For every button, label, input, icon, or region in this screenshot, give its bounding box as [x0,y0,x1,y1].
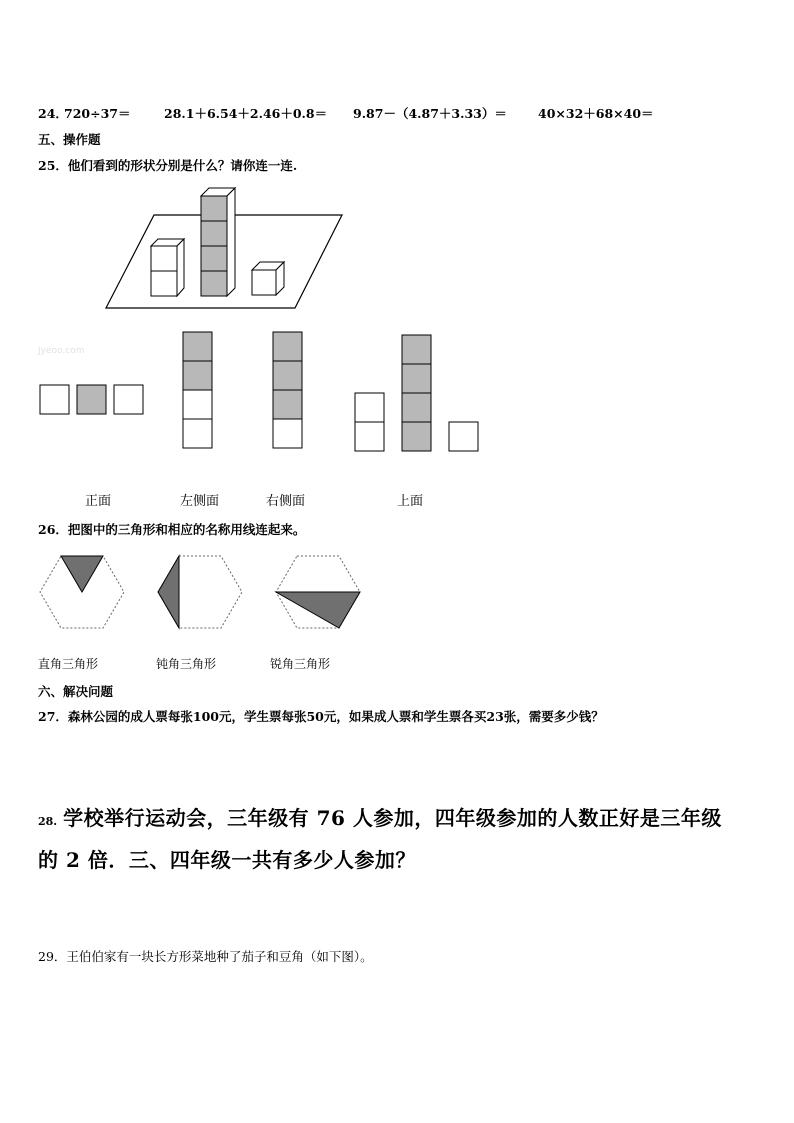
q24-expr-2: 28.1＋6.54＋2.46＋0.8＝ [164,106,328,121]
q26-label-right-triangle: 直角三角形 [38,657,99,671]
q24-expr-1: 720÷37＝ [64,106,131,121]
q28-text-line-1: 学校举行运动会，三年级有 76 人参加，四年级参加的人数正好是三年级 [63,806,722,830]
watermark: Jyeoo.com [38,346,85,356]
q25-label-top: 上面 [397,494,424,509]
q25-label-front: 正面 [85,494,112,509]
q26-label-acute-triangle: 锐角三角形 [270,657,331,671]
q24-number: 24． [38,106,68,121]
q25-label-right-side: 右侧面 [266,494,306,509]
q28-line-1 [38,802,722,831]
q25-text: 25．他们看到的形状分别是什么？请你连一连. [38,158,298,173]
q26-text: 26．把图中的三角形和相应的名称用线连起来。 [38,522,306,537]
q26-label-obtuse-triangle: 钝角三角形 [156,657,217,671]
q29-text: 29．王伯伯家有一块长方形菜地种了茄子和豆角（如下图）。 [38,949,373,964]
section-5-heading: 五、操作题 [38,132,101,147]
q28-number: 28. [38,815,58,828]
q24-expr-4: 40×32＋68×40＝ [538,106,654,121]
hexagon-1 [40,556,124,628]
hexagon-2 [158,556,242,628]
q24-expr-3: 9.87－（4.87＋3.33）＝ [353,106,507,121]
q28-text-line-2: 的 2 倍．三、四年级一共有多少人参加？ [38,848,416,872]
section-6-heading: 六、解决问题 [38,684,114,699]
hexagon-3 [276,556,360,628]
q27-text: 27．森林公园的成人票每张100元，学生票每张50元，如果成人票和学生票各买23张，需要多少钱？ [38,709,604,724]
q25-label-left-side: 左侧面 [180,494,220,509]
